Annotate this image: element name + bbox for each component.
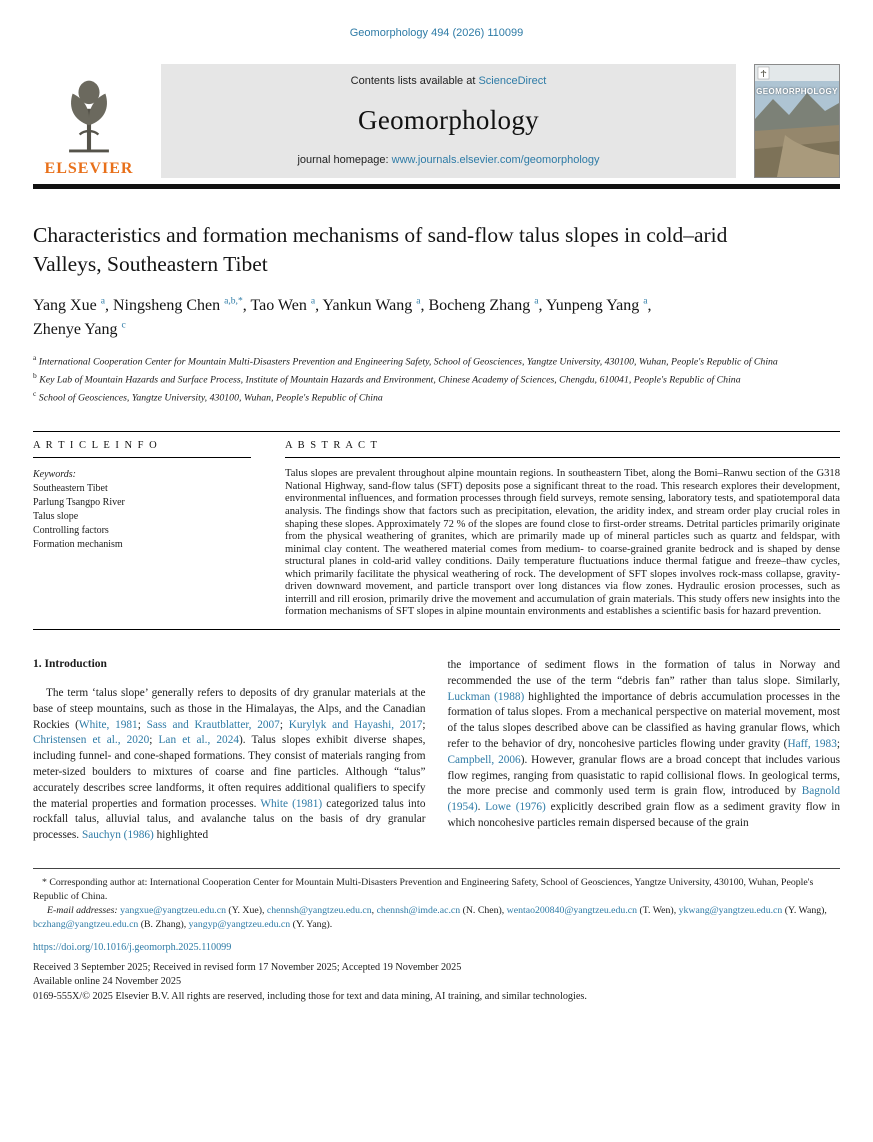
citation-link[interactable]: Lowe (1976) xyxy=(485,801,546,814)
text-segment: ). Talus slopes exhibit diverse shapes, including funnel- and cone-shaped formations. They consist of materials ranging from meter-sized boulders to mixtures of coarse and fine particles. Although “talus” accurately describes scree landforms, it often requires additional qualifiers to specify the material properties and formation processes. xyxy=(33,734,426,810)
doi-link[interactable]: https://doi.org/10.1016/j.geomorph.2025.110099 xyxy=(33,942,232,954)
citation-link[interactable]: Lan et al., 2024 xyxy=(158,734,240,747)
article-info-heading: A R T I C L E I N F O xyxy=(33,440,251,458)
author-superscript: a xyxy=(416,296,421,308)
affiliation-text: School of Geosciences, Yangtze University, 430100, Wuhan, People's Republic of China xyxy=(36,392,383,404)
keyword-item: Southeastern Tibet xyxy=(33,483,108,495)
email-link[interactable]: bczhang@yangtzeu.edu.cn xyxy=(33,918,139,930)
text-segment: Zhenye Yang xyxy=(33,320,122,338)
text-segment: (B. Zhang), xyxy=(138,918,189,930)
article-body xyxy=(33,654,840,844)
text-segment: , xyxy=(647,297,652,315)
text-segment: , Yankun Wang xyxy=(315,297,417,315)
text-segment: The term ‘talus slope’ generally refers to deposits of dry granular materials at the base of steep mountains, such as those in the Himalayas, the Alps, and the Canadian Rockies ( xyxy=(33,686,426,731)
affiliation-b xyxy=(33,371,840,387)
affiliation-a xyxy=(33,353,840,369)
keyword-item: Controlling factors xyxy=(33,524,109,536)
introduction-paragraph-left xyxy=(33,686,426,844)
introduction-paragraph-right xyxy=(448,658,841,832)
citation-link[interactable]: Haff, 1983 xyxy=(787,737,837,750)
abstract-text: Talus slopes are prevalent throughout alpine mountain regions. In southeastern Tibet, along the Bomi–Ranwu section of the G318 National Highway, sand-flow talus (SFT) deposits pose a significant threat to the road. This research explores their development, environmental influences, and formation processes through field surveys, remote sensing, laboratory tests, and spatiotemporal data analysis. The findings show that factors such as precipitation, elevation, the aridity index, and stream order play crucial roles in shaping these slopes. Approximately 72 % of the slopes are found close to first-order streams. Detrital particles primarily originate from the physical weathering of granites, which are primarily made up of mineral particles such as quartz and feldspar, with minimal clay content. The weathered material comes from medium- to coarse-grained granite bedrock and is shaped by dense structural planes in cold-arid valley conditions. Daily temperature fluctuations induce thermal fatigue and freeze–thaw cycles, which primarily facilitate the physical weathering of rock. The development of SFT slopes involves rock-mass collapse, gravity-driven downward movement, and particle transport over long distances via flow zones. Hydraulic erosion processes, such as interrill and rill erosion, primarily drive the movement and accumulation of grain materials. This study offers new insights into the formation mechanisms of SFT slopes in alpine mountain environments and establishes a scientific basis for hazard prevention. xyxy=(285,468,840,618)
affiliation-list xyxy=(33,353,840,406)
email-link[interactable]: ykwang@yangtzeu.edu.cn xyxy=(678,905,783,917)
article-info-abstract-block xyxy=(33,431,840,630)
text-segment: ; xyxy=(137,718,147,731)
text-segment: , xyxy=(371,905,377,917)
journal-homepage-line xyxy=(297,154,599,166)
email-link[interactable]: wentao200840@yangtzeu.edu.cn xyxy=(506,905,638,917)
author-line-1 xyxy=(33,294,840,317)
citation-link[interactable]: Sauchyn (1986) xyxy=(81,829,154,842)
affiliation-c xyxy=(33,389,840,405)
journal-title: Geomorphology xyxy=(358,105,539,135)
journal-homepage-link[interactable]: www.journals.elsevier.com/geomorphology xyxy=(391,154,600,166)
citation-link[interactable]: Christensen et al., 2020 xyxy=(33,734,150,747)
text-segment: (Y. Xue), xyxy=(225,905,267,917)
email-addresses-list xyxy=(33,905,827,930)
contents-lists-line xyxy=(351,75,547,87)
text-segment: the importance of sediment flows in the formation of talus in Norway and recommended the use of the term “debris fan” rather than talus slope. Similarly, xyxy=(447,658,840,687)
text-segment: (Y. Wang), xyxy=(782,905,827,917)
author-list xyxy=(33,294,840,340)
body-left-column xyxy=(33,654,426,844)
footnote-block xyxy=(33,868,840,931)
text-segment: categorized talus into rockfall talus, alluvial talus, and avalanche talus on the basis of dry granular processes. xyxy=(33,797,426,842)
text-segment: ; xyxy=(836,737,840,750)
author-superscript: a xyxy=(310,296,316,308)
email-addresses-line xyxy=(33,904,840,931)
text-segment: highlighted the importance of debris accumulation processes in the formation of talus slopes. From a mechanical perspective on material movement, most of the talus slopes described above can be classified as having granular flows, which refer to the behavior of dry, noncohesive particles flowing under gravity ( xyxy=(447,690,840,750)
text-segment: highlighted xyxy=(153,829,209,842)
text-segment: ; xyxy=(279,718,289,731)
copyright-line: 0169-555X/© 2025 Elsevier B.V. All rights are reserved, including those for text and data mining, AI training, and similar technologies. xyxy=(33,990,587,1002)
author-superscript: c xyxy=(121,319,126,331)
elsevier-logo xyxy=(33,64,145,178)
sciencedirect-link[interactable]: ScienceDirect xyxy=(478,75,547,87)
email-link[interactable]: yangyp@yangtzeu.edu.cn xyxy=(188,918,291,930)
text-segment: , Bocheng Zhang xyxy=(420,297,535,315)
text-segment: explicitly described grain flow as a sediment gravity flow in which noncohesive particles remain dispersed because of the grain xyxy=(447,801,840,830)
author-superscript: a xyxy=(100,296,105,308)
affiliation-superscript: b xyxy=(33,371,37,381)
email-link[interactable]: chennsh@yangtzeu.edu.cn xyxy=(266,905,372,917)
author-superscript: a xyxy=(643,296,648,308)
masthead-separator-rule xyxy=(33,184,840,189)
keyword-item: Formation mechanism xyxy=(33,538,123,550)
cover-journal-name: GEOMORPHOLOGY xyxy=(756,87,838,96)
citation-link[interactable]: Campbell, 2006 xyxy=(447,753,521,766)
journal-citation-link[interactable]: Geomorphology 494 (2026) 110099 xyxy=(349,27,524,39)
corresponding-author-note: * Corresponding author at: International Cooperation Center for Mountain Multi-Disasters Prevention and Engineering Safety, School of Geosciences, Yangtze University, 430100, Wuhan, People's Republic of China. xyxy=(33,877,814,902)
email-link[interactable]: chennsh@imde.ac.cn xyxy=(376,905,461,917)
article-meta-block xyxy=(33,941,840,1004)
citation-link[interactable]: White (1981) xyxy=(260,797,323,810)
journal-citation xyxy=(33,26,840,40)
affiliation-text: International Cooperation Center for Mountain Multi-Disasters Prevention and Engineering Safety, School of Geosciences, Yangtze University, 430100, Wuhan, People's Republic of China xyxy=(36,356,778,368)
text-segment: (N. Chen), xyxy=(460,905,507,917)
elsevier-tree-icon xyxy=(53,76,125,158)
affiliation-superscript: c xyxy=(33,389,37,399)
introduction-heading: 1. Introduction xyxy=(33,657,107,670)
text-segment: , Yunpeng Yang xyxy=(538,297,644,315)
author-superscript: a xyxy=(534,296,539,308)
keywords-label: Keywords: xyxy=(33,469,76,481)
citation-link[interactable]: Bagnold (1954) xyxy=(447,785,840,814)
text-segment: (Y. Yang). xyxy=(290,918,333,930)
keyword-item: Talus slope xyxy=(33,510,79,522)
text-segment: ; xyxy=(422,718,426,731)
email-addresses-label: E-mail addresses: xyxy=(47,905,118,917)
journal-cover-thumbnail xyxy=(754,64,840,178)
text-segment: Yang Xue xyxy=(33,297,101,315)
text-segment: ; xyxy=(149,734,159,747)
citation-link[interactable]: Sass and Krautblatter, 2007 xyxy=(146,718,280,731)
author-line-2 xyxy=(33,318,840,341)
journal-cover-image xyxy=(755,65,839,177)
author-superscript: a,b,* xyxy=(224,296,243,308)
affiliation-text: Key Lab of Mountain Hazards and Surface Process, Institute of Mountain Hazards and Environment, Chinese Academy of Sciences, Chengdu, 610041, People's Republic of China xyxy=(36,374,741,386)
article-info-column xyxy=(33,432,251,629)
available-online-line: Available online 24 November 2025 xyxy=(33,976,182,988)
contents-lists-text: Contents lists available at xyxy=(350,75,479,87)
abstract-heading: A B S T R A C T xyxy=(285,440,840,458)
elsevier-wordmark: ELSEVIER xyxy=(44,160,134,177)
masthead-center-panel xyxy=(161,64,736,178)
abstract-column xyxy=(285,432,840,629)
text-segment: . xyxy=(477,801,486,814)
text-segment: (T. Wen), xyxy=(637,905,679,917)
journal-masthead xyxy=(33,64,840,178)
article-title: Characteristics and formation mechanisms of sand-flow talus slopes in cold–arid Valleys, Southeastern Tibet xyxy=(33,223,728,277)
citation-link[interactable]: White, 1981 xyxy=(78,718,138,731)
text-segment: ). However, granular flows are a broad concept that includes various flow regimes, ranging from quasistatic to rapid collisional flows. In geological terms, the more precise and commonly used term is grain flow, introduced by xyxy=(447,753,840,798)
text-segment: , Ningsheng Chen xyxy=(104,297,225,315)
received-dates-line: Received 3 September 2025; Received in revised form 17 November 2025; Accepted 19 November 2025 xyxy=(33,961,462,973)
email-link[interactable]: yangxue@yangtzeu.edu.cn xyxy=(120,905,226,917)
citation-link[interactable]: Luckman (1988) xyxy=(447,690,525,703)
keyword-item: Parlung Tsangpo River xyxy=(33,497,125,509)
homepage-prefix-text: journal homepage: xyxy=(297,154,392,166)
affiliation-superscript: a xyxy=(33,352,37,362)
citation-link[interactable]: Kurylyk and Hayashi, 2017 xyxy=(288,718,423,731)
text-segment: , Tao Wen xyxy=(242,297,311,315)
body-right-column xyxy=(448,654,841,844)
doi-line xyxy=(33,941,840,955)
